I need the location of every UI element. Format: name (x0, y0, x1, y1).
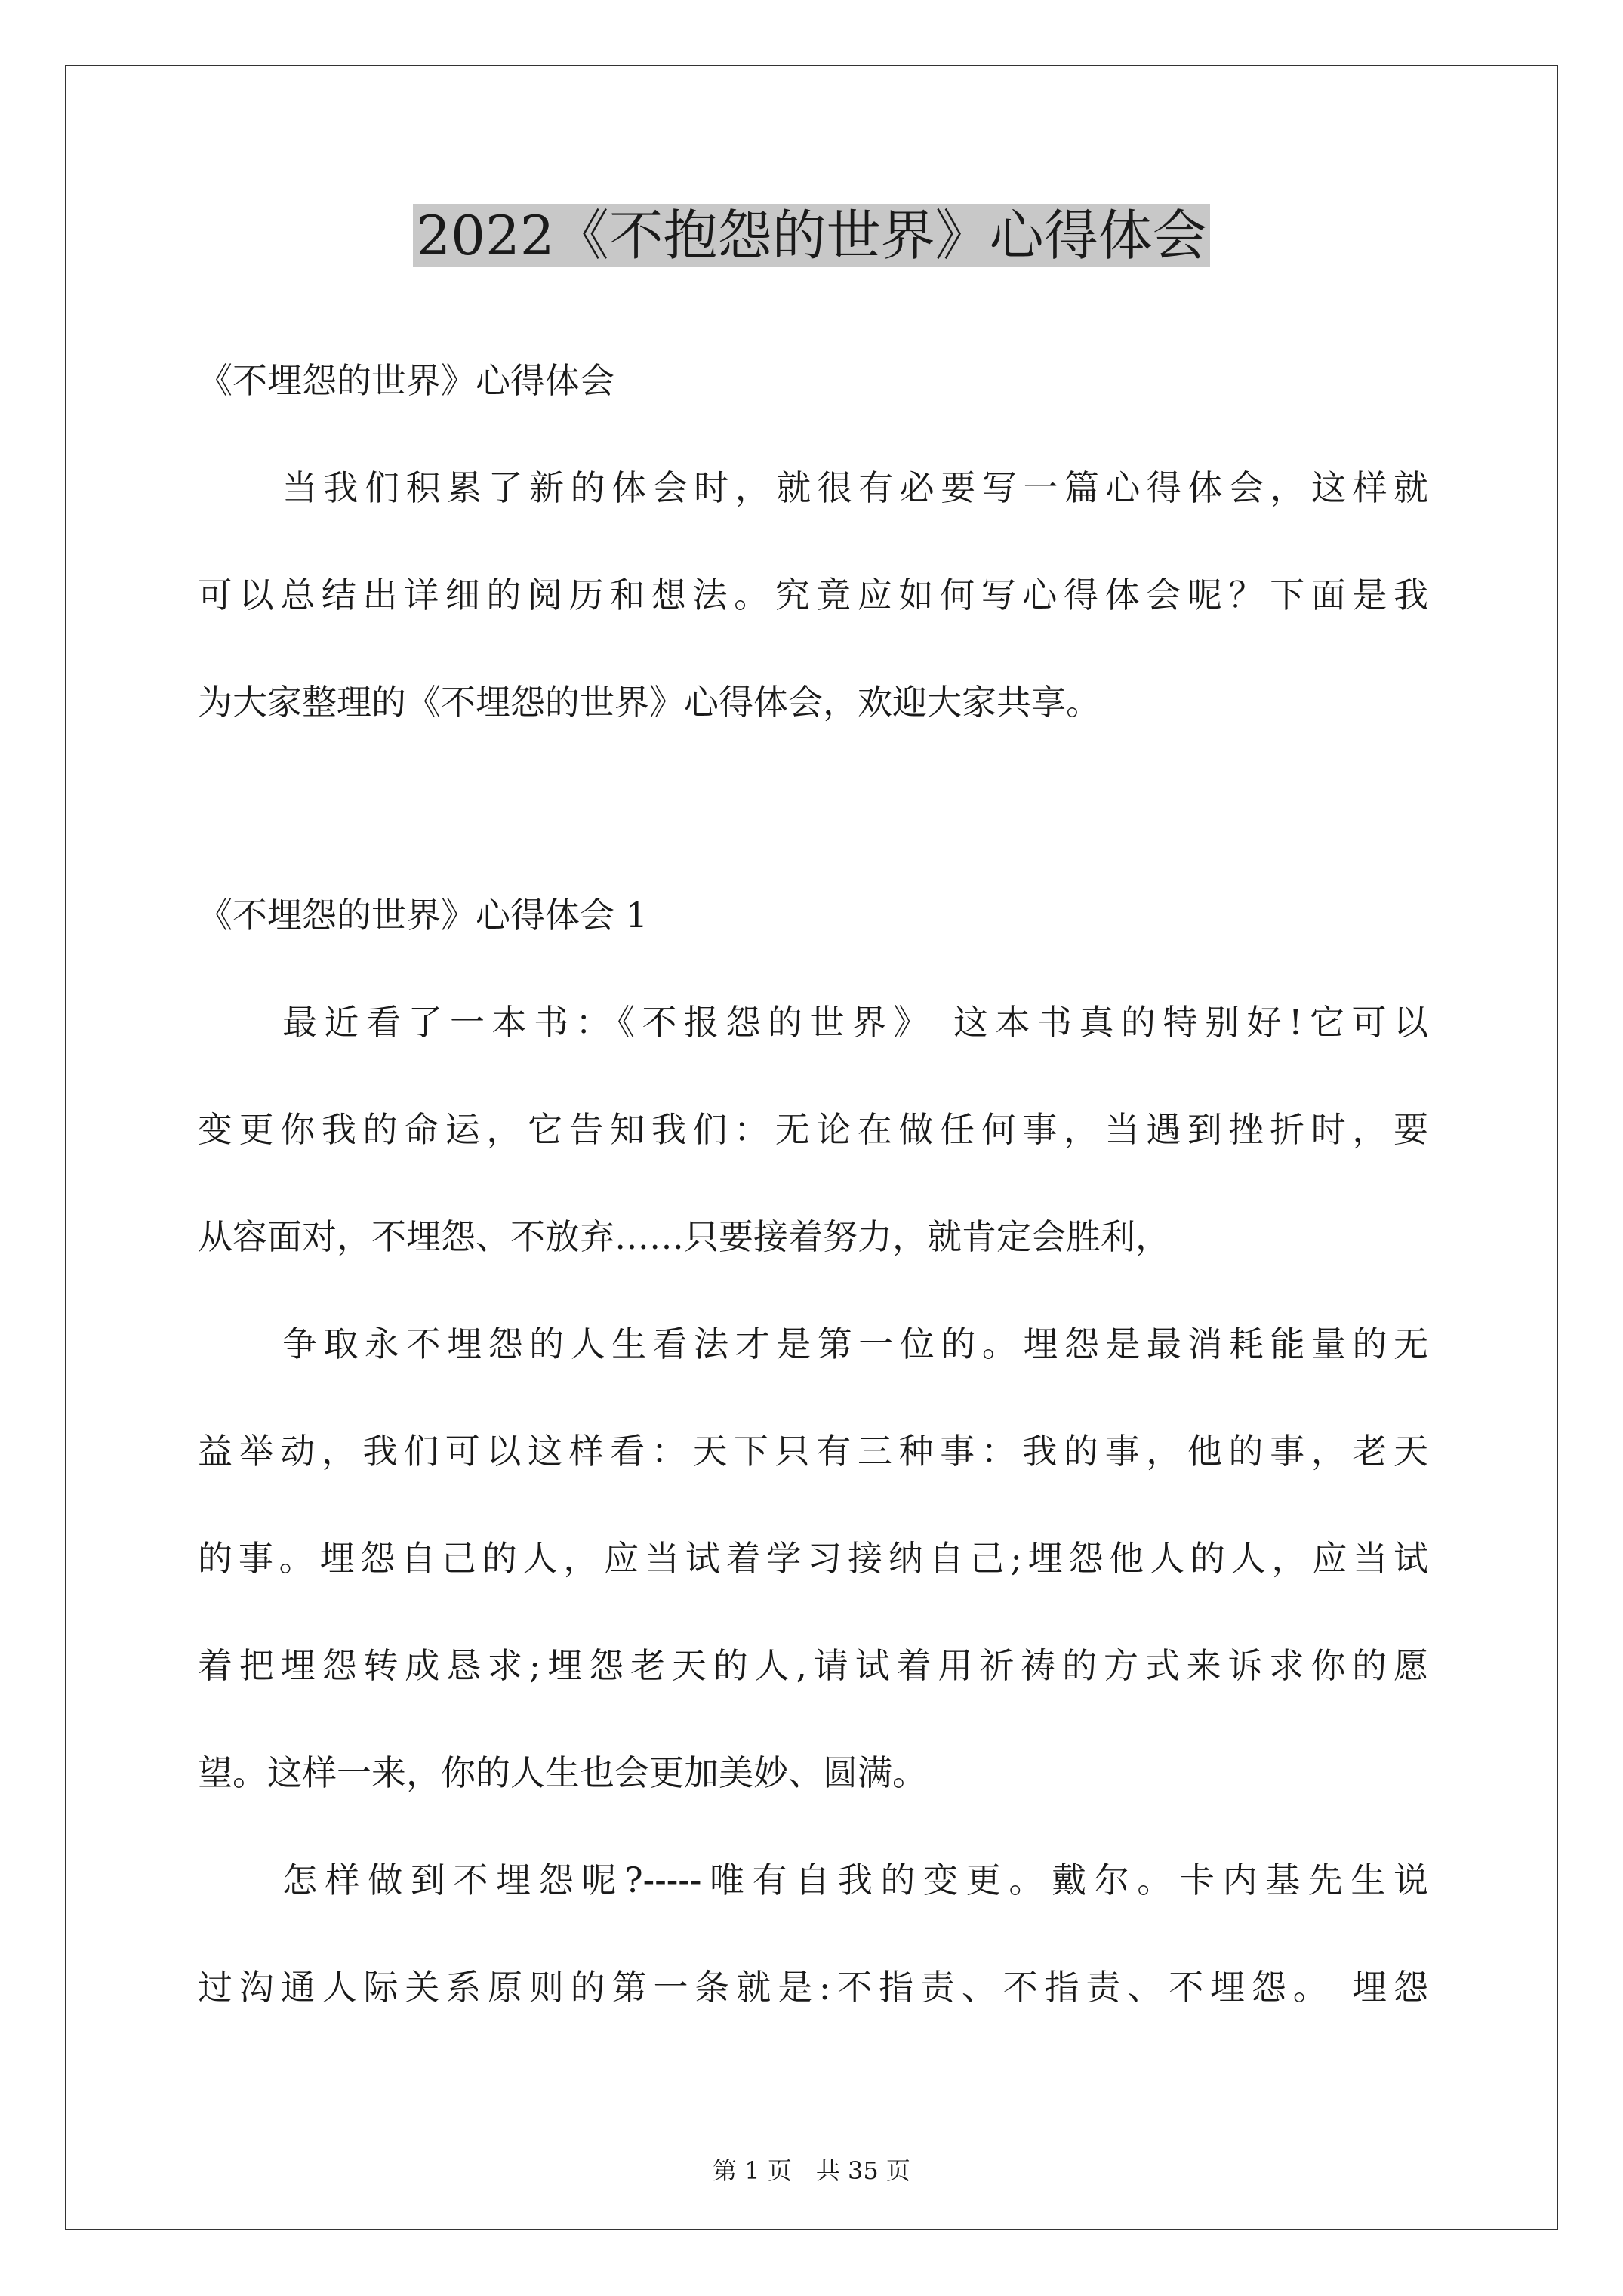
body-line-9: 怎样做到不埋怨呢?-----唯有自我的变更。戴尔。卡内基先生说 (282, 1860, 1428, 1900)
body-line-7: 着把埋怨转成恳求;埋怨老天的人,请试着用祈祷的方式来诉求你的愿 (198, 1645, 1428, 1686)
intro-line-3: 为大家整理的《不埋怨的世界》心得体会，欢迎大家共享。 (198, 682, 1101, 723)
document-title (0, 198, 1623, 273)
body-line-8: 望。这样一来，你的人生也会更加美妙、圆满。 (198, 1752, 927, 1793)
body-line-4: 争取永不埋怨的人生看法才是第一位的。埋怨是最消耗能量的无 (282, 1324, 1428, 1364)
intro-line-1: 当我们积累了新的体会时，就很有必要写一篇心得体会，这样就 (282, 467, 1428, 508)
body-line-1: 最近看了一本书：《不报怨的世界》 这本书真的特别好!它可以 (282, 1002, 1428, 1043)
page-footer: 第 1 页 共 35 页 (713, 2156, 910, 2185)
intro-line-2: 可以总结出详细的阅历和想法。究竟应如何写心得体会呢？下面是我 (198, 575, 1428, 615)
body-line-5: 益举动，我们可以这样看：天下只有三种事：我的事，他的事，老天 (198, 1431, 1428, 1472)
section-heading: 《不埋怨的世界》心得体会 1 (198, 895, 648, 935)
body-line-2: 变更你我的命运，它告知我们：无论在做任何事，当遇到挫折时，要 (198, 1109, 1428, 1150)
document-title-text: 2022《不抱怨的世界》心得体会 (413, 204, 1209, 267)
body-line-10: 过沟通人际关系原则的第一条就是:不指责、不指责、不埋怨。 埋怨 (198, 1967, 1428, 2008)
body-line-6: 的事。埋怨自己的人，应当试着学习接纳自己;埋怨他人的人，应当试 (198, 1538, 1428, 1579)
body-line-3: 从容面对，不埋怨、不放弃……只要接着努力，就肯定会胜利， (198, 1216, 1170, 1257)
subtitle: 《不埋怨的世界》心得体会 (198, 360, 614, 401)
